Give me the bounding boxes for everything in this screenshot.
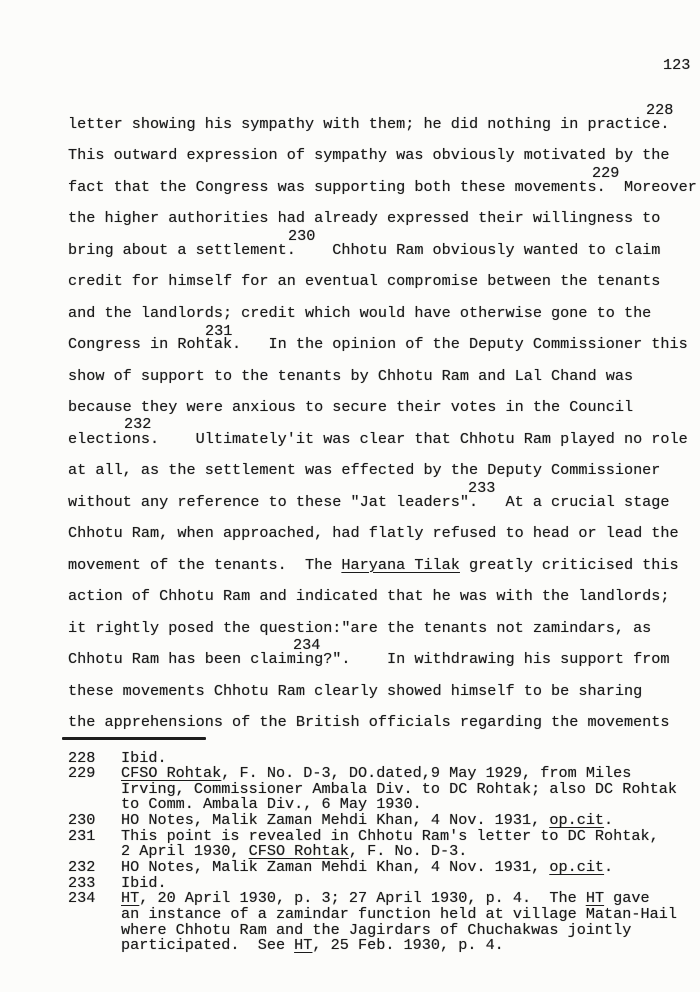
- text-segment: gave: [604, 889, 650, 908]
- text-segment: HO Notes, Malik Zaman Mehdi Khan, 4 Nov. 1931,: [121, 811, 550, 830]
- footnote-number: 228: [68, 748, 96, 767]
- text-segment: these movements Chhotu Ram clearly showed himself to be sharing: [68, 681, 643, 700]
- text-segment: the higher authorities had already expressed their willingness to: [68, 209, 661, 227]
- text-segment: participated. See: [121, 936, 295, 955]
- text-segment: bring about a settlement. Chhotu Ram obviously wanted to claim: [68, 240, 661, 259]
- body-line: [68, 524, 679, 543]
- text-segment: show of support to the tenants by Chhotu Ram and Lal Chand was: [68, 366, 634, 385]
- footnote-number: 234: [68, 889, 96, 908]
- text-segment: Irving, Commissioner Ambala Div. to DC Rohtak; also DC Rohtak: [121, 779, 677, 798]
- footnote-ref: 233: [468, 479, 496, 497]
- underlined-text: HT: [121, 889, 140, 908]
- text-segment: Ibid.: [121, 873, 167, 892]
- body-line: [68, 304, 651, 323]
- text-segment: it rightly posed the question:"are the tenants not zamindars, as: [68, 618, 652, 637]
- body-line: [68, 587, 670, 606]
- text-segment: , 25 Feb. 1930, p. 4.: [312, 936, 504, 955]
- text-segment: and the landlords; credit which would have otherwise gone to the: [68, 303, 652, 322]
- body-line: [68, 367, 633, 386]
- footnote-ref: 230: [288, 227, 316, 245]
- text-segment: to Comm. Ambala Div., 6 May 1930.: [121, 795, 422, 814]
- underlined-text: op.cit: [549, 858, 605, 877]
- body-line: [68, 493, 670, 512]
- body-line: [68, 430, 688, 449]
- body-line: [68, 619, 651, 638]
- text-segment: without any reference to these "Jat leaders". At a crucial stage: [68, 492, 670, 511]
- text-segment: elections. Ultimately'it was clear that Chhotu Ram played no role: [68, 429, 688, 448]
- text-segment: , F. No. D-3, DO.dated,9 May 1929, from Miles: [221, 764, 632, 783]
- text-segment: action of Chhotu Ram and indicated that he was with the landlords;: [68, 587, 670, 605]
- body-line: [68, 241, 660, 260]
- text-segment: credit for himself for an eventual compromise between the tenants: [68, 272, 661, 290]
- underlined-text: Haryana Tilak: [341, 555, 460, 574]
- footnote-ref: 229: [592, 164, 620, 182]
- footnote-number: 231: [68, 826, 96, 845]
- text-segment: This outward expression of sympathy was obviously motivated by the: [68, 146, 670, 164]
- text-segment: Ibid.: [121, 748, 167, 767]
- body-line: [68, 146, 670, 165]
- body-line: [68, 556, 679, 575]
- text-segment: fact that the Congress was supporting both these movements. Moreover: [68, 177, 697, 196]
- text-segment: greatly criticised this: [459, 555, 679, 574]
- underlined-text: HT: [294, 936, 313, 955]
- footnote-ref: 234: [293, 636, 321, 654]
- text-segment: This point is revealed in Chhotu Ram's letter to DC Rohtak,: [121, 826, 659, 845]
- underlined-text: HT: [585, 889, 605, 908]
- text-segment: 2 April 1930,: [121, 842, 249, 861]
- text-segment: an instance of a zamindar function held at village Matan-Hail: [121, 905, 677, 923]
- body-line: [68, 682, 642, 701]
- underlined-text: CFSO Rohtak: [248, 842, 349, 861]
- footnote-ref: 228: [646, 101, 674, 119]
- text-segment: Congress in Rohtak. In the opinion of the Deputy Commissioner this: [68, 335, 688, 353]
- text-segment: .: [604, 858, 614, 877]
- underlined-text: CFSO Rohtak: [121, 764, 222, 783]
- footnote-line: [121, 858, 613, 877]
- text-segment: at all, as the settlement was effected by the Deputy Commissioner: [68, 461, 661, 479]
- body-line: [68, 713, 670, 732]
- body-line: [68, 209, 660, 228]
- text-segment: the apprehensions of the British officials regarding the movements: [68, 713, 670, 731]
- body-line: [68, 461, 660, 480]
- page-number: 123: [663, 56, 691, 74]
- text-segment: HO Notes, Malik Zaman Mehdi Khan, 4 Nov. 1931,: [121, 858, 550, 877]
- footnote-number: 229: [68, 764, 96, 783]
- footnote-number: 230: [68, 811, 96, 830]
- text-segment: Chhotu Ram has been claiming?". In withdrawing his support from: [68, 650, 670, 668]
- body-line: [68, 115, 670, 134]
- body-line: [68, 650, 670, 669]
- footnote-number: 233: [68, 873, 96, 892]
- underlined-text: op.cit: [549, 811, 605, 830]
- body-line: [68, 398, 633, 417]
- footnote-ref: 232: [124, 415, 152, 433]
- footnote-separator: [62, 737, 206, 740]
- text-segment: where Chhotu Ram and the Jagirdars of Chuchakwas jointly: [121, 920, 632, 939]
- text-segment: movement of the tenants. The: [68, 555, 342, 574]
- text-segment: , F. No. D-3.: [348, 842, 468, 861]
- text-segment: because they were anxious to secure their votes in the Council: [68, 398, 634, 416]
- footnote-ref: 231: [205, 322, 233, 340]
- text-segment: letter showing his sympathy with them; he did nothing in practice.: [68, 114, 670, 133]
- body-line: [68, 272, 660, 291]
- body-line: [68, 335, 688, 354]
- text-segment: Chhotu Ram, when approached, had flatly refused to head or lead the: [68, 524, 679, 542]
- footnote-line: [121, 936, 504, 955]
- text-segment: .: [604, 811, 614, 830]
- text-segment: , 20 April 1930, p. 3; 27 April 1930, p. 4. The: [139, 889, 586, 908]
- footnote-number: 232: [68, 858, 96, 877]
